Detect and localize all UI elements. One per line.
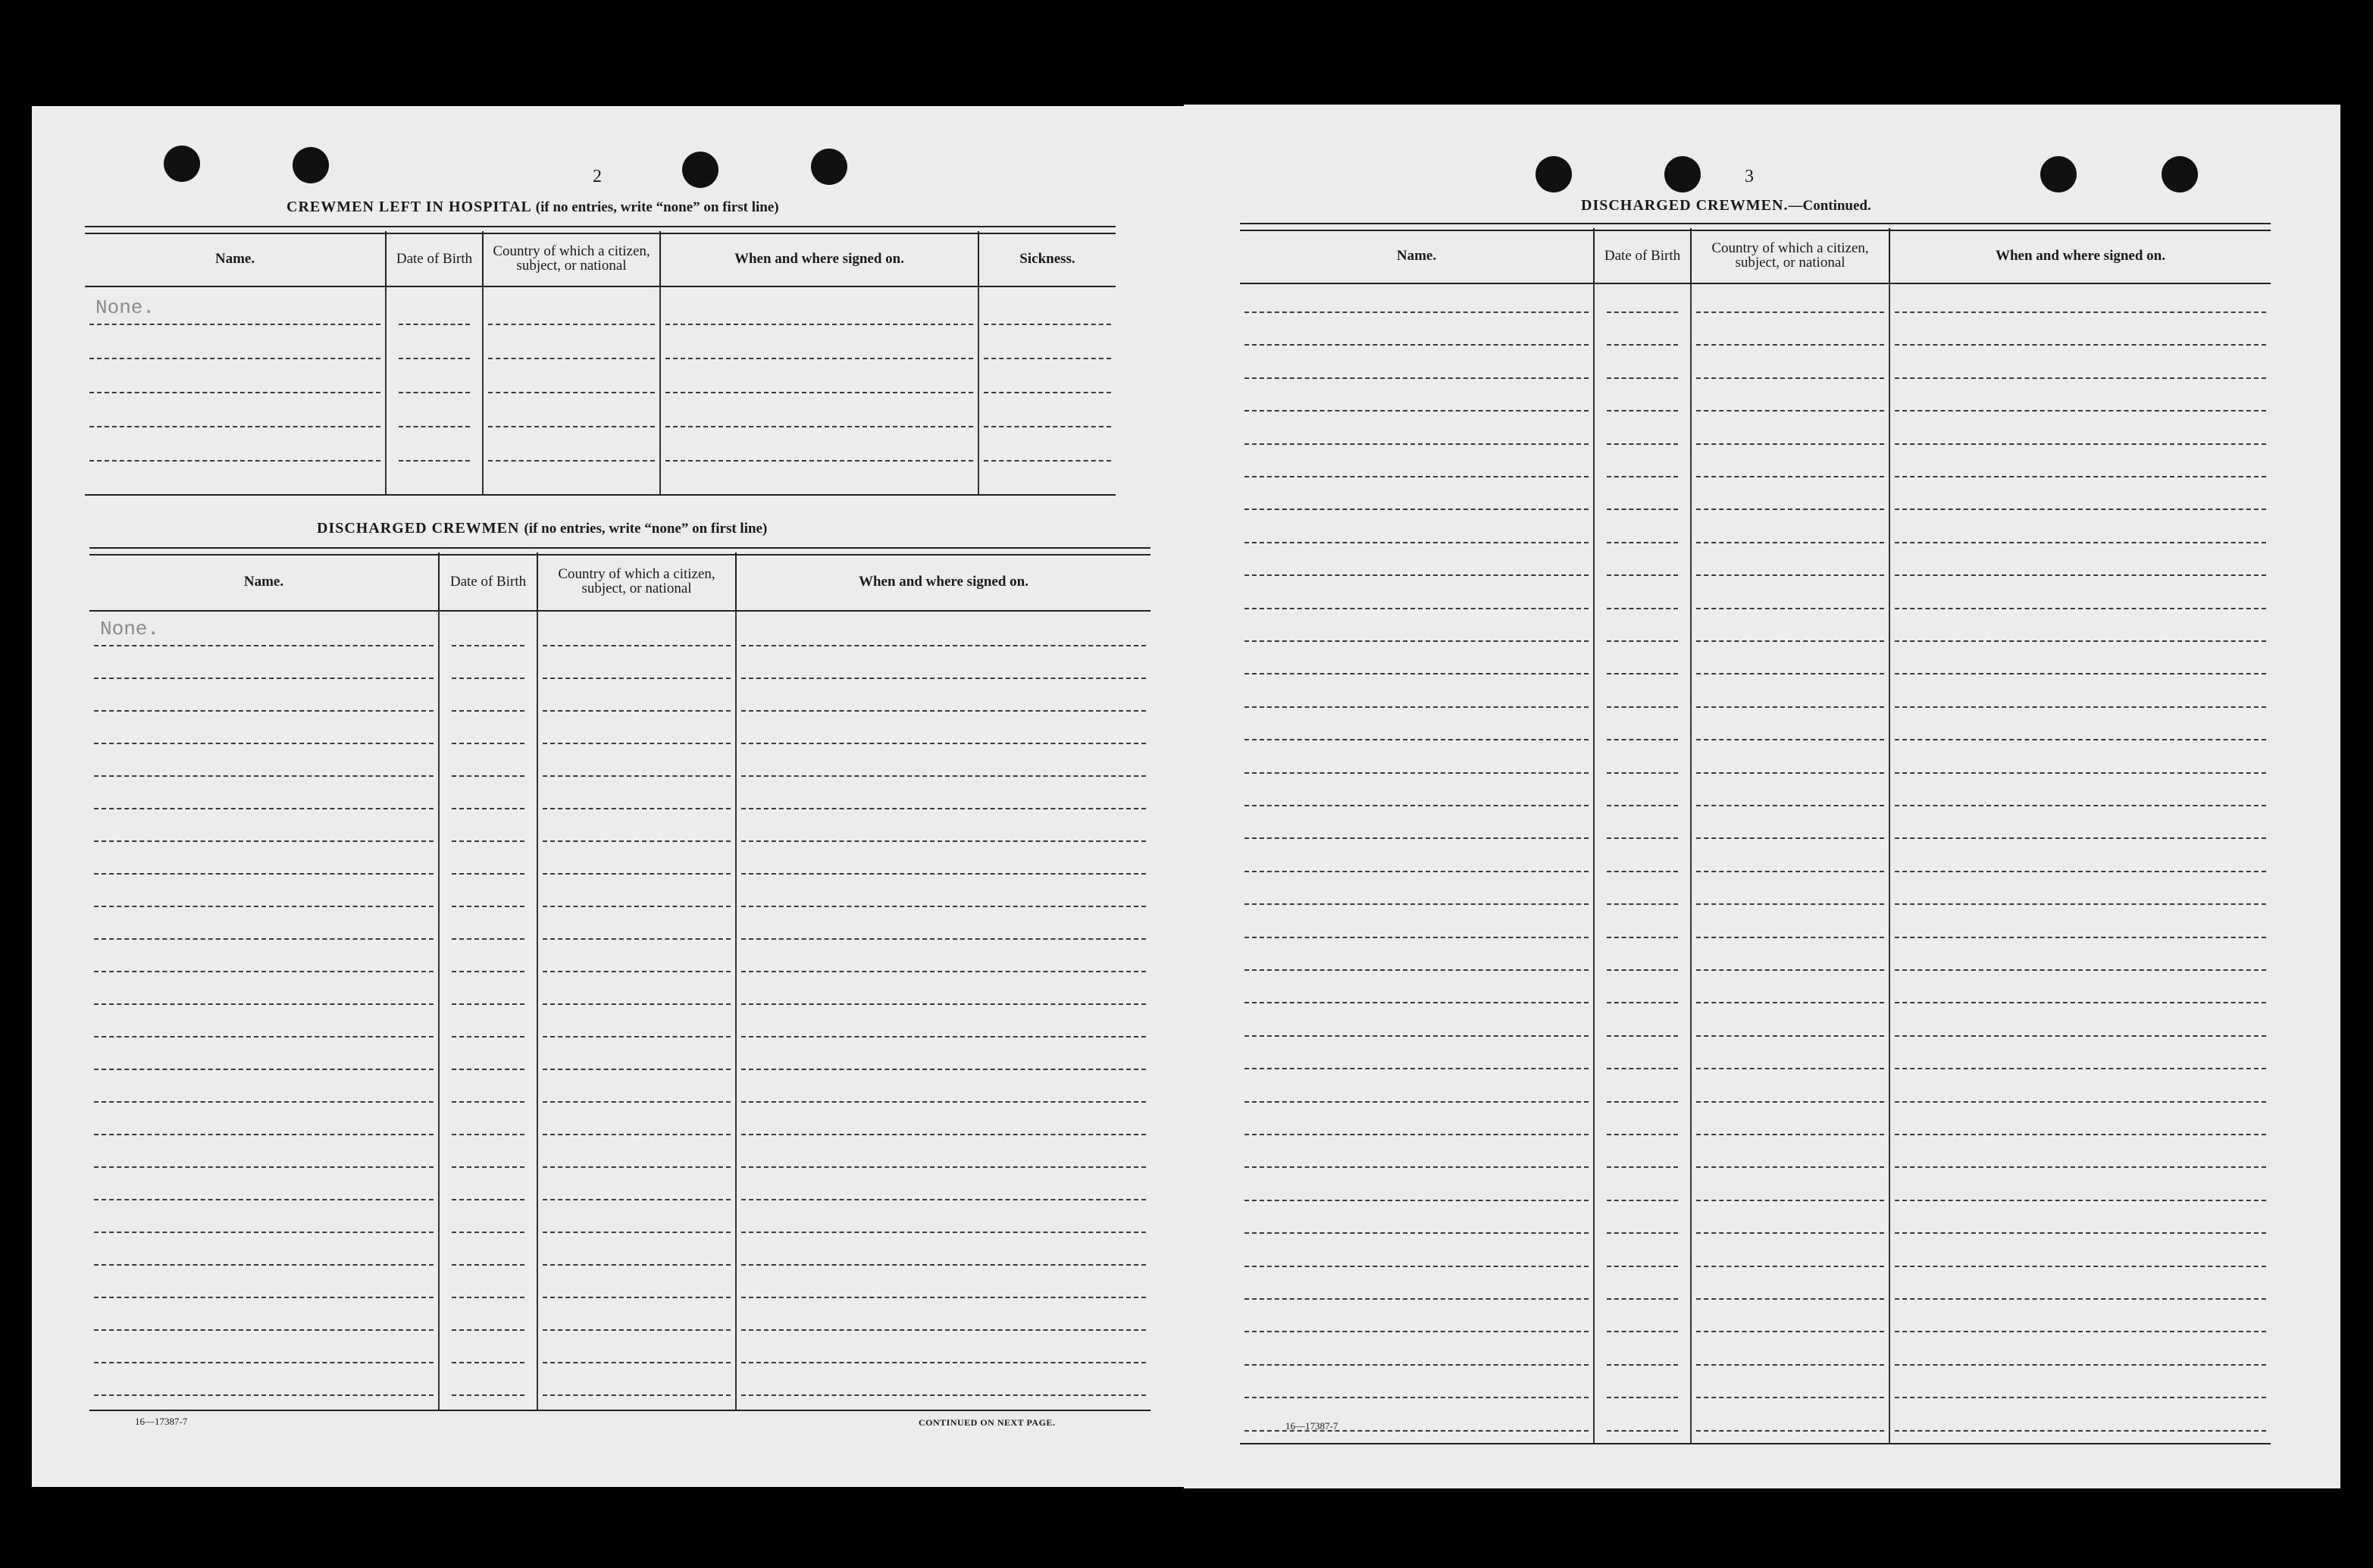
ruled-line: [1244, 1068, 1589, 1069]
ruled-line: [1696, 1166, 1884, 1168]
ruled-line: [1244, 1101, 1589, 1103]
ruled-line: [1607, 476, 1678, 477]
discharged-continued-title: DISCHARGED CREWMEN.—Continued.: [1581, 197, 1871, 214]
ruled-line: [1244, 1397, 1589, 1398]
ruled-line: [1244, 1266, 1589, 1267]
col-header-name: Name.: [89, 552, 440, 610]
ruled-line: [1696, 937, 1884, 938]
sickness-column: [979, 287, 1116, 494]
ruled-line: [1895, 837, 2266, 839]
ruled-line: [1244, 1331, 1589, 1332]
ruled-line: [1895, 311, 2266, 313]
ruled-line: [1607, 1397, 1678, 1398]
ruled-line: [1696, 377, 1884, 379]
signed-on-column: [737, 612, 1150, 1410]
ruled-line: [1607, 937, 1678, 938]
hospital-entry: None.: [95, 296, 155, 319]
ruled-line: [1244, 1035, 1589, 1037]
ruled-line: [1696, 1101, 1884, 1103]
ruled-line: [1244, 574, 1589, 576]
ruled-line: [1244, 443, 1589, 445]
ruled-line: [1244, 805, 1589, 806]
ruled-line: [1607, 871, 1678, 872]
discharged-table-header: [89, 552, 1150, 612]
ruled-line: [1696, 1068, 1884, 1069]
discharged-continued-header: [1240, 228, 2271, 284]
ruled-line: [1895, 476, 2266, 477]
ruled-line: [1696, 837, 1884, 839]
ruled-line: [1696, 1266, 1884, 1267]
ruled-line: [1244, 377, 1589, 379]
ruled-line: [1696, 1331, 1884, 1332]
ruled-line: [1696, 1134, 1884, 1135]
ruled-line: [1244, 1134, 1589, 1135]
punch-hole-icon: [2162, 156, 2198, 192]
punch-hole-icon: [293, 147, 329, 183]
punch-hole-icon: [1536, 156, 1572, 192]
ruled-line: [1895, 903, 2266, 905]
ruled-line: [1895, 1166, 2266, 1168]
name-column: [85, 287, 387, 494]
ruled-line: [1696, 344, 1884, 346]
name-column: [1240, 284, 1595, 1443]
ruled-line: [1244, 937, 1589, 938]
continued-note: CONTINUED ON NEXT PAGE.: [919, 1417, 1056, 1428]
ruled-line: [1895, 410, 2266, 412]
ruled-line: [1895, 1232, 2266, 1234]
punch-hole-icon: [682, 152, 718, 188]
signed-on-column: [661, 287, 979, 494]
ruled-line: [1607, 1266, 1678, 1267]
ruled-line: [1607, 509, 1678, 510]
discharged-table-body: [89, 612, 1150, 1410]
page-number: 2: [593, 167, 602, 186]
ruled-line: [1895, 1200, 2266, 1201]
ruled-line: [1607, 903, 1678, 905]
ruled-line: [1895, 1068, 2266, 1069]
ruled-line: [1696, 311, 1884, 313]
ruled-line: [1607, 1430, 1678, 1432]
ruled-line: [1607, 574, 1678, 576]
ruled-line: [1895, 1298, 2266, 1300]
ruled-line: [1244, 1298, 1589, 1300]
ruled-line: [1244, 311, 1589, 313]
ruled-line: [1895, 969, 2266, 971]
ruled-line: [1696, 969, 1884, 971]
ruled-line: [1895, 1430, 2266, 1432]
ruled-line: [1696, 574, 1884, 576]
ruled-line: [1895, 937, 2266, 938]
ruled-line: [1244, 837, 1589, 839]
ruled-line: [1607, 1200, 1678, 1201]
punch-hole-icon: [1664, 156, 1701, 192]
ruled-line: [1895, 739, 2266, 740]
ruled-line: [1607, 805, 1678, 806]
hospital-section-title: CREWMEN LEFT IN HOSPITAL (if no entries, write “none” on first line): [286, 199, 779, 215]
ruled-line: [1696, 410, 1884, 412]
punch-hole-icon: [2040, 156, 2077, 192]
ruled-line: [1607, 837, 1678, 839]
hospital-table: [85, 226, 1116, 496]
ruled-line: [1696, 706, 1884, 708]
name-column: [89, 612, 440, 1410]
ruled-line: [1607, 443, 1678, 445]
discharged-section-subtitle: (if no entries, write “none” on first line): [524, 521, 768, 537]
ruled-line: [1696, 673, 1884, 674]
discharged-continued-table: [1240, 223, 2271, 1444]
ruled-line: [1607, 1232, 1678, 1234]
ruled-line: [1607, 377, 1678, 379]
punch-hole-icon: [811, 149, 847, 185]
ruled-line: [1244, 1232, 1589, 1234]
ruled-line: [1607, 1068, 1678, 1069]
ruled-line: [1895, 640, 2266, 642]
country-column: [538, 612, 737, 1410]
right-page: [1184, 105, 2340, 1488]
ruled-line: [1895, 805, 2266, 806]
ruled-line: [1696, 542, 1884, 543]
ruled-line: [1895, 673, 2266, 674]
ruled-line: [1696, 1200, 1884, 1201]
ruled-line: [1607, 772, 1678, 774]
ruled-line: [1895, 509, 2266, 510]
ruled-line: [1895, 772, 2266, 774]
ruled-line: [1244, 739, 1589, 740]
ruled-line: [1607, 640, 1678, 642]
ruled-line: [1895, 344, 2266, 346]
ruled-line: [1607, 1364, 1678, 1366]
ruled-line: [1696, 1035, 1884, 1037]
ruled-line: [1244, 476, 1589, 477]
ruled-line: [1895, 574, 2266, 576]
ruled-line: [1895, 1397, 2266, 1398]
ruled-line: [1244, 871, 1589, 872]
ruled-line: [1895, 1266, 2266, 1267]
ruled-line: [1244, 1200, 1589, 1201]
ruled-line: [1607, 739, 1678, 740]
discharged-continued-body: [1240, 284, 2271, 1443]
ruled-line: [1607, 1002, 1678, 1003]
ruled-line: [1607, 706, 1678, 708]
signed-on-column: [1890, 284, 2271, 1443]
ruled-line: [1895, 1035, 2266, 1037]
ruled-line: [1244, 903, 1589, 905]
ruled-line: [1696, 1002, 1884, 1003]
col-header-signed-on: When and where signed on.: [1995, 247, 2165, 264]
ruled-line: [1607, 1166, 1678, 1168]
ruled-line: [1244, 1364, 1589, 1366]
ruled-line: [1607, 673, 1678, 674]
ruled-line: [1895, 377, 2266, 379]
ruled-line: [1244, 344, 1589, 346]
date-of-birth-column: [1595, 284, 1692, 1443]
col-header-date-of-birth: Date of Birth: [440, 552, 538, 610]
ruled-line: [1895, 608, 2266, 609]
ruled-line: [1244, 1002, 1589, 1003]
hospital-table-header: [85, 231, 1116, 287]
ruled-line: [1244, 410, 1589, 412]
ruled-line: [1696, 739, 1884, 740]
ruled-line: [1696, 772, 1884, 774]
ruled-line: [1696, 608, 1884, 609]
ruled-line: [1244, 772, 1589, 774]
date-of-birth-column: [387, 287, 484, 494]
country-column: [484, 287, 661, 494]
ruled-line: [1696, 903, 1884, 905]
ruled-line: [1607, 608, 1678, 609]
ruled-line: [1895, 1134, 2266, 1135]
ruled-line: [1895, 1002, 2266, 1003]
date-of-birth-column: [440, 612, 538, 1410]
ruled-line: [1607, 1298, 1678, 1300]
page-number: 3: [1745, 167, 1754, 186]
col-header-country: Country of which a citizen, subject, or national: [484, 231, 661, 286]
ruled-line: [1244, 509, 1589, 510]
ruled-line: [1607, 410, 1678, 412]
ruled-line: [1696, 871, 1884, 872]
punch-hole-icon: [164, 146, 200, 182]
ruled-line: [1895, 1101, 2266, 1103]
ruled-line: [1696, 476, 1884, 477]
ruled-line: [1696, 1430, 1884, 1432]
col-header-name: Name.: [1240, 228, 1595, 283]
form-number: 16—17387-7: [135, 1416, 188, 1427]
ruled-line: [1607, 542, 1678, 543]
ruled-line: [1696, 805, 1884, 806]
ruled-line: [1895, 1331, 2266, 1332]
col-header-country: Country of which a citizen, subject, or national: [1692, 228, 1890, 283]
discharged-entry: None.: [100, 618, 160, 640]
discharged-continued-subtitle: —Continued.: [1788, 198, 1871, 214]
hospital-table-body: [85, 287, 1116, 494]
col-header-signed-on: When and where signed on.: [858, 573, 1028, 590]
ruled-line: [1244, 1166, 1589, 1168]
ruled-line: [1895, 1364, 2266, 1366]
ruled-line: [1696, 1397, 1884, 1398]
ruled-line: [1607, 1101, 1678, 1103]
ruled-line: [1244, 608, 1589, 609]
ruled-line: [1895, 443, 2266, 445]
ruled-line: [1244, 640, 1589, 642]
ruled-line: [1895, 706, 2266, 708]
col-header-name: Name.: [85, 231, 387, 286]
ruled-line: [1244, 969, 1589, 971]
ruled-line: [1244, 706, 1589, 708]
col-header-date-of-birth: Date of Birth: [387, 231, 484, 286]
col-header-signed-on: When and where signed on.: [661, 231, 979, 286]
ruled-line: [1244, 542, 1589, 543]
discharged-section-title: DISCHARGED CREWMEN (if no entries, write “none” on first line): [317, 520, 768, 537]
ruled-line: [1696, 640, 1884, 642]
ruled-line: [1244, 673, 1589, 674]
left-page: [32, 106, 1193, 1487]
ruled-line: [1895, 542, 2266, 543]
ruled-line: [1696, 1232, 1884, 1234]
ruled-line: [1607, 311, 1678, 313]
discharged-table: [89, 547, 1150, 1411]
country-column: [1692, 284, 1890, 1443]
ruled-line: [1607, 1134, 1678, 1135]
ruled-line: [1696, 443, 1884, 445]
ruled-line: [1696, 509, 1884, 510]
hospital-section-subtitle: (if no entries, write “none” on first line): [535, 199, 779, 215]
col-header-date-of-birth: Date of Birth: [1595, 228, 1692, 283]
ruled-line: [1895, 871, 2266, 872]
ruled-line: [1607, 969, 1678, 971]
col-header-sickness: Sickness.: [1019, 250, 1075, 267]
ruled-line: [1607, 1331, 1678, 1332]
form-number: 16—17387-7: [1285, 1420, 1338, 1432]
ruled-line: [1607, 1035, 1678, 1037]
ruled-line: [1607, 344, 1678, 346]
ruled-line: [1696, 1298, 1884, 1300]
col-header-country: Country of which a citizen, subject, or national: [538, 552, 737, 610]
ruled-line: [1696, 1364, 1884, 1366]
